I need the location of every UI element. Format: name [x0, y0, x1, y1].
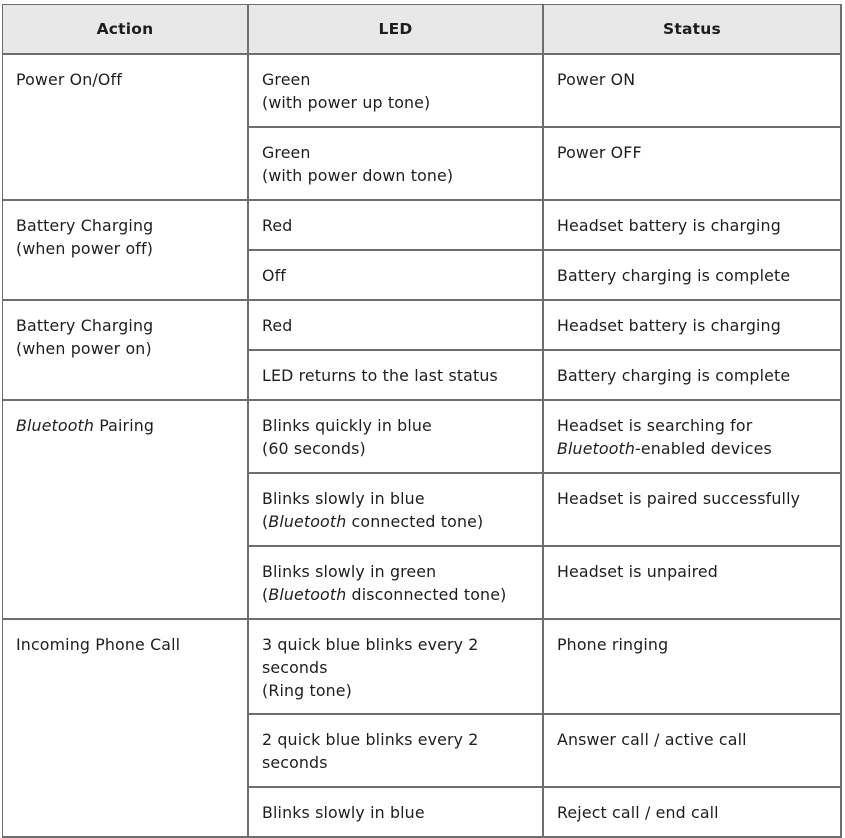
- status-cell: [544, 128, 842, 201]
- action-cell-charging-on: [3, 301, 249, 401]
- led-cell: [249, 201, 544, 251]
- action-label: (when power on): [16, 339, 152, 358]
- table-row: [3, 401, 842, 474]
- status-cell: [544, 788, 842, 838]
- led-text: (Ring tone): [262, 681, 352, 700]
- led-cell: [249, 55, 544, 128]
- status-text: Battery charging is complete: [557, 366, 791, 385]
- led-text: (with power down tone): [262, 166, 454, 185]
- header-action: Action: [3, 5, 249, 55]
- led-cell: [249, 474, 544, 547]
- action-cell-incoming: [3, 620, 249, 838]
- table-row: [3, 620, 842, 715]
- led-cell: [249, 401, 544, 474]
- action-label: Battery Charging: [16, 216, 154, 235]
- header-status: Status: [544, 5, 842, 55]
- led-text: Green: [262, 143, 311, 162]
- led-text: [262, 510, 530, 533]
- led-text: Blinks slowly in blue: [262, 803, 425, 822]
- led-text: (with power up tone): [262, 93, 431, 112]
- status-text-rest: -enabled devices: [635, 439, 772, 458]
- led-text-rest: disconnected tone): [346, 585, 507, 604]
- led-cell: [249, 301, 544, 351]
- led-text-rest: connected tone): [346, 512, 484, 531]
- led-text: (60 seconds): [262, 439, 366, 458]
- status-text: Power ON: [557, 70, 636, 89]
- led-cell: [249, 251, 544, 301]
- led-text: Off: [262, 266, 287, 285]
- led-cell: [249, 547, 544, 620]
- led-text: 2 quick blue blinks every 2: [262, 730, 479, 749]
- header-led: LED: [249, 5, 544, 55]
- action-cell-charging-off: [3, 201, 249, 301]
- led-text: [262, 583, 530, 606]
- status-cell: [544, 715, 842, 788]
- status-text: [557, 437, 828, 460]
- led-text: Green: [262, 70, 311, 89]
- status-text: Headset battery is charging: [557, 216, 781, 235]
- table-row: [3, 55, 842, 128]
- action-label: Incoming Phone Call: [16, 635, 181, 654]
- status-cell: [544, 201, 842, 251]
- led-text: seconds: [262, 753, 328, 772]
- led-cell: [249, 715, 544, 788]
- led-cell: [249, 128, 544, 201]
- action-label: [16, 414, 235, 437]
- status-cell: [544, 620, 842, 715]
- action-label-rest: Pairing: [94, 416, 155, 435]
- status-text: Answer call / active call: [557, 730, 747, 749]
- status-text: Battery charging is complete: [557, 266, 791, 285]
- led-text-open: (: [262, 585, 269, 604]
- status-cell: [544, 351, 842, 401]
- led-text-italic: Bluetooth: [268, 512, 347, 531]
- action-label: Power On/Off: [16, 70, 122, 89]
- led-text-open: (: [262, 512, 269, 531]
- status-text: Headset is unpaired: [557, 562, 718, 581]
- action-cell-power: [3, 55, 249, 201]
- action-label-italic: Bluetooth: [16, 416, 95, 435]
- status-text: Headset is paired successfully: [557, 489, 801, 508]
- led-text: Red: [262, 316, 293, 335]
- led-text: Blinks slowly in blue: [262, 489, 425, 508]
- led-cell: [249, 788, 544, 838]
- action-cell-pairing: [3, 401, 249, 620]
- status-cell: [544, 55, 842, 128]
- action-label: (when power off): [16, 239, 154, 258]
- status-cell: [544, 401, 842, 474]
- action-label: Battery Charging: [16, 316, 154, 335]
- status-text: Headset is searching for: [557, 416, 753, 435]
- led-text: Red: [262, 216, 293, 235]
- status-text: Power OFF: [557, 143, 642, 162]
- status-text: Phone ringing: [557, 635, 669, 654]
- led-text: Blinks slowly in green: [262, 562, 437, 581]
- led-text: LED returns to the last status: [262, 366, 498, 385]
- status-cell: [544, 547, 842, 620]
- led-cell: [249, 620, 544, 715]
- led-cell: [249, 351, 544, 401]
- status-text: Headset battery is charging: [557, 316, 781, 335]
- status-text: Reject call / end call: [557, 803, 719, 822]
- table-row: [3, 301, 842, 351]
- status-cell: [544, 301, 842, 351]
- led-text: Blinks quickly in blue: [262, 416, 432, 435]
- table-row: [3, 201, 842, 251]
- led-text: 3 quick blue blinks every 2: [262, 635, 479, 654]
- led-text: seconds: [262, 658, 328, 677]
- led-status-table: [2, 4, 842, 838]
- header-row: [3, 5, 842, 55]
- status-cell: [544, 474, 842, 547]
- status-cell: [544, 251, 842, 301]
- status-text-italic: Bluetooth: [557, 439, 636, 458]
- led-text-italic: Bluetooth: [268, 585, 347, 604]
